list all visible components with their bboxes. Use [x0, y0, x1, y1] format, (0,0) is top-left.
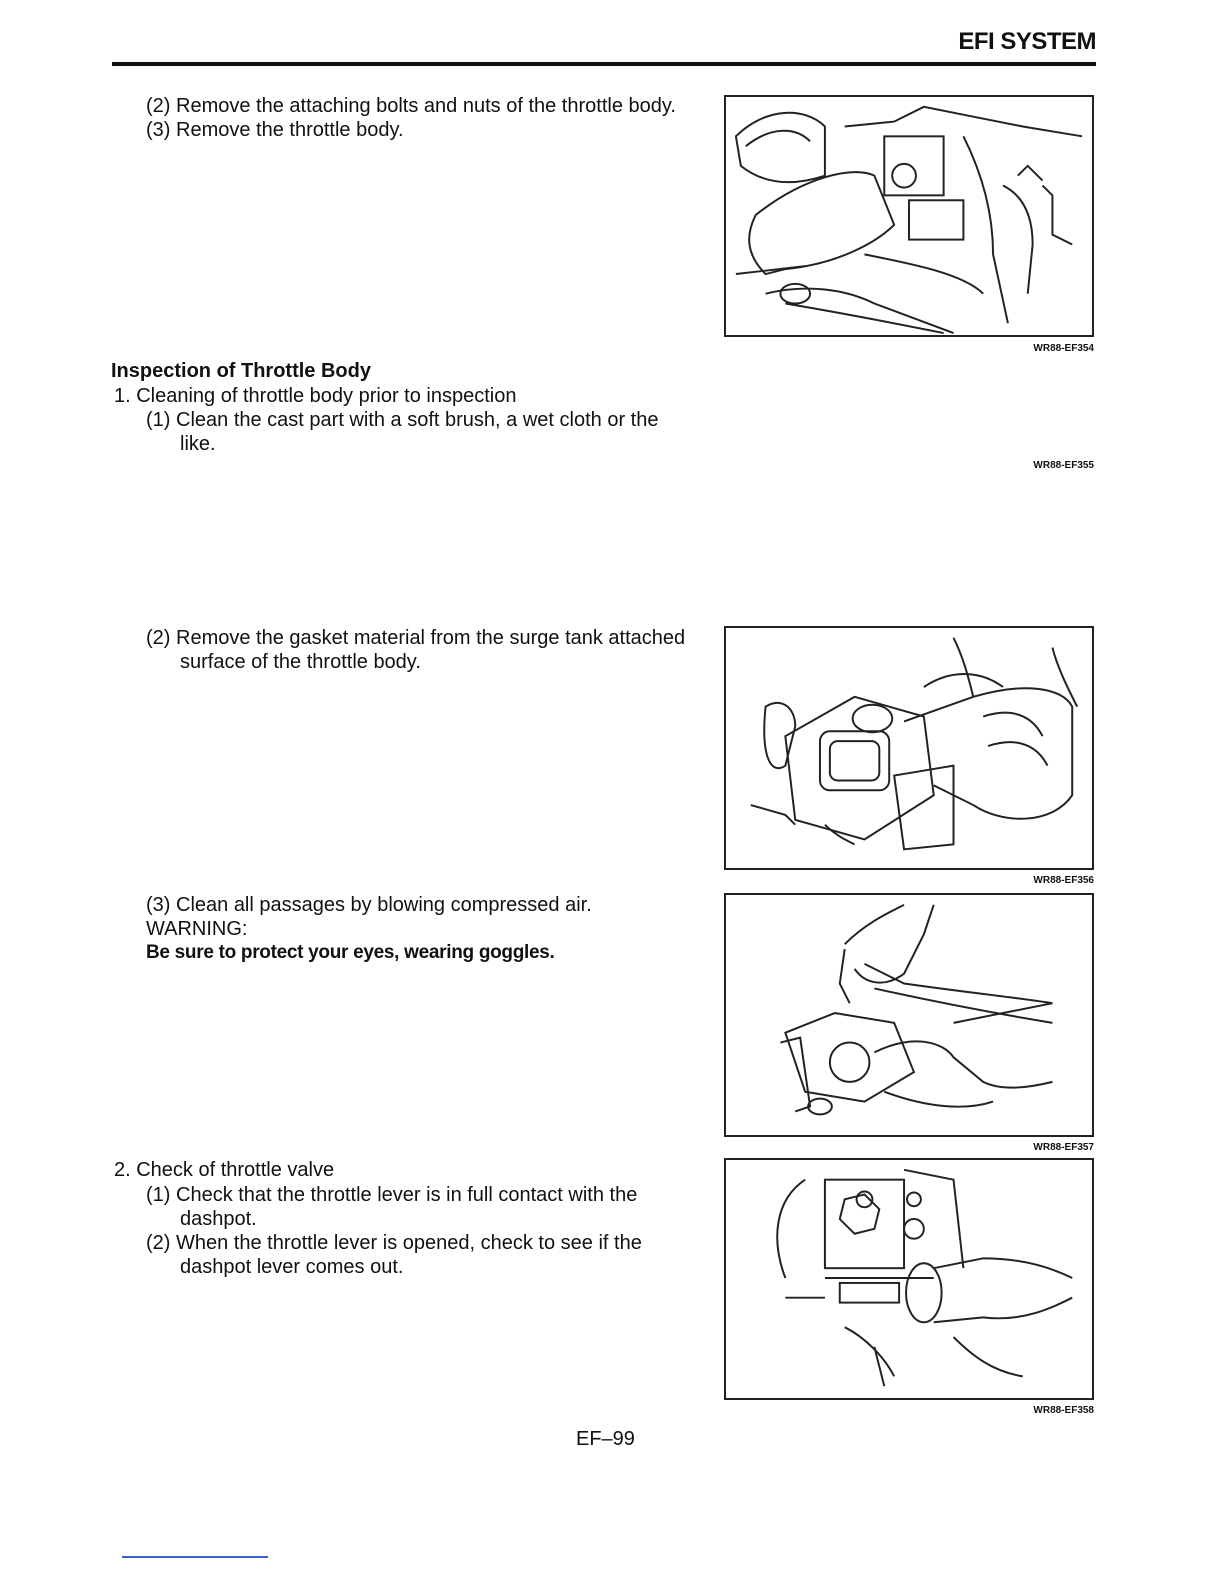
step-remove-gasket: (2) Remove the gasket material from the surge tank attached	[146, 627, 686, 649]
figure-throttle-lever-dashpot	[724, 1158, 1094, 1400]
bottom-link-underline	[122, 1556, 268, 1558]
step-clean-cast-part-cont: like.	[180, 433, 216, 455]
figure-code-5: WR88-EF358	[1033, 1405, 1094, 1416]
page-section-title: EFI SYSTEM	[958, 28, 1096, 55]
figure-code-4: WR88-EF357	[1033, 1142, 1094, 1153]
warning-label: WARNING:	[146, 918, 248, 940]
figure-code-3: WR88-EF356	[1033, 875, 1094, 886]
section-heading-inspection: Inspection of Throttle Body	[111, 360, 371, 382]
step-remove-gasket-cont: surface of the throttle body.	[180, 651, 421, 673]
step-check-dashpot-cont: dashpot lever comes out.	[180, 1256, 404, 1278]
step-clean-cast-part: (1) Clean the cast part with a soft brush, a wet cloth or the	[146, 409, 659, 431]
warning-text: Be sure to protect your eyes, wearing goggles.	[146, 942, 555, 963]
figure-code-2: WR88-EF355	[1033, 460, 1094, 471]
figure-compressed-air	[724, 893, 1094, 1137]
item-cleaning: 1. Cleaning of throttle body prior to inspection	[114, 385, 517, 407]
page-number: EF–99	[576, 1428, 635, 1450]
step-blow-air: (3) Clean all passages by blowing compressed air.	[146, 894, 592, 916]
step-check-throttle-lever: (1) Check that the throttle lever is in full contact with the	[146, 1184, 638, 1206]
step-check-dashpot: (2) When the throttle lever is opened, check to see if the	[146, 1232, 642, 1254]
figure-code-1: WR88-EF354	[1033, 343, 1094, 354]
step-remove-throttle-body: (3) Remove the throttle body.	[146, 119, 404, 141]
step-check-throttle-lever-cont: dashpot.	[180, 1208, 257, 1230]
figure-remove-throttle-body	[724, 95, 1094, 337]
header-rule	[112, 62, 1096, 66]
item-check-throttle-valve: 2. Check of throttle valve	[114, 1159, 335, 1181]
figure-remove-gasket	[724, 626, 1094, 870]
step-remove-bolts: (2) Remove the attaching bolts and nuts of the throttle body.	[146, 95, 676, 117]
